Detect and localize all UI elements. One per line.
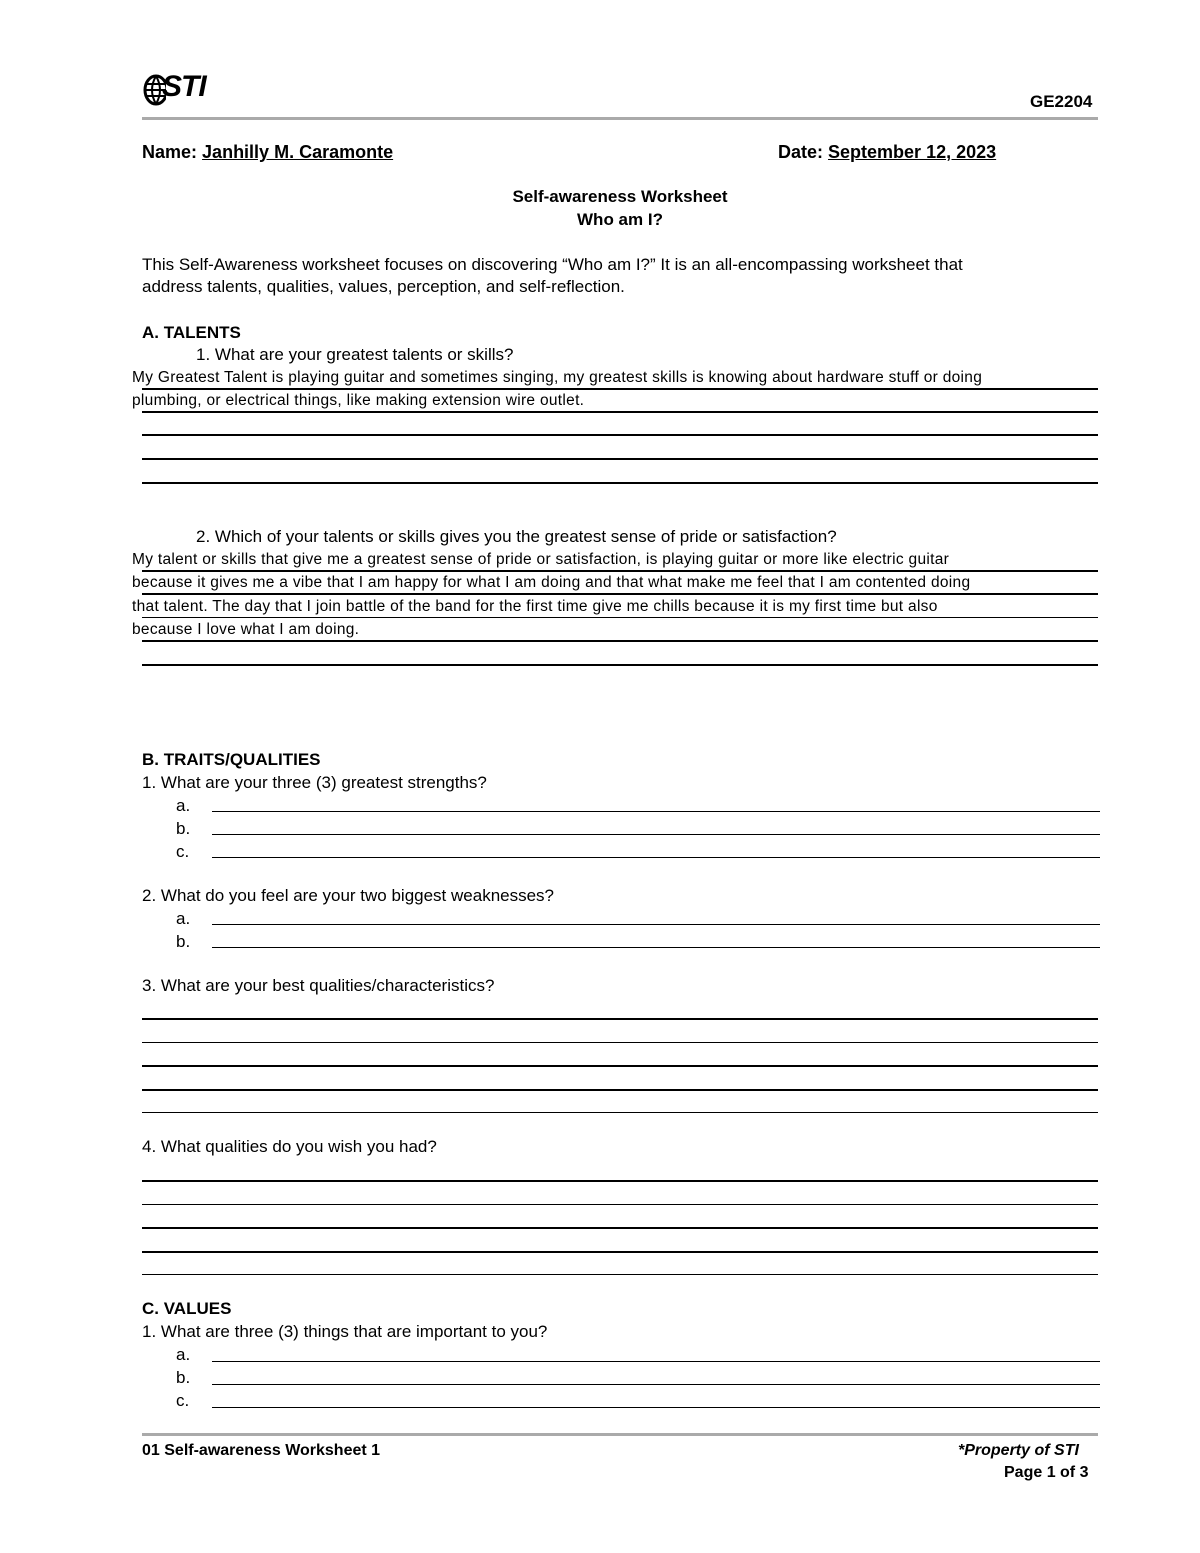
answer-line <box>212 857 1100 858</box>
section-b-q2: 2. What do you feel are your two biggest weaknesses? <box>142 886 555 905</box>
answer-a2-line3: that talent. The day that I join battle of the band for the first time give me chills because it is my first time but also <box>132 598 938 615</box>
option-label: b. <box>176 1368 191 1387</box>
footer-title: 01 Self-awareness Worksheet 1 <box>142 1442 381 1459</box>
answer-line <box>212 947 1100 948</box>
section-a-q1: 1. What are your greatest talents or skills? <box>196 345 514 364</box>
answer-line <box>142 1065 1098 1067</box>
footer-property: *Property of STI <box>958 1442 1079 1459</box>
option-label: a. <box>176 909 191 928</box>
answer-line <box>142 1042 1098 1043</box>
answer-line <box>142 1274 1098 1275</box>
option-label: a. <box>176 1345 191 1364</box>
answer-line <box>212 924 1100 925</box>
section-a-heading: A. TALENTS <box>142 323 241 342</box>
header-rule <box>142 117 1098 120</box>
answer-line <box>212 1407 1100 1408</box>
answer-line <box>142 640 1098 642</box>
answer-line <box>142 1251 1098 1253</box>
date-row <box>778 142 996 163</box>
section-b-q3: 3. What are your best qualities/characteristics? <box>142 976 495 995</box>
answer-line <box>212 1384 1100 1385</box>
date-value: September 12, 2023 <box>828 142 997 162</box>
intro-line-1: This Self-Awareness worksheet focuses on discovering “Who am I?” It is an all-encompassing worksheet that <box>142 255 963 274</box>
answer-line <box>212 811 1100 812</box>
answer-a1-line1: My Greatest Talent is playing guitar and sometimes singing, my greatest skills is knowing about hardware stuff or doing <box>132 369 983 386</box>
option-label: a. <box>176 796 191 815</box>
logo-text: STI <box>162 70 206 103</box>
answer-line <box>142 1227 1098 1229</box>
section-c-heading: C. VALUES <box>142 1299 232 1318</box>
answer-line <box>142 1018 1098 1020</box>
option-label: c. <box>176 842 190 861</box>
date-label: Date: <box>778 142 824 162</box>
answer-a2-line1: My talent or skills that give me a greatest sense of pride or satisfaction, is playing guitar or more like electric guitar <box>132 551 950 568</box>
answer-line <box>142 1204 1098 1205</box>
intro-paragraph <box>142 254 1102 298</box>
name-label: Name: <box>142 142 198 162</box>
answer-line <box>142 1112 1098 1113</box>
footer-page-number: Page 1 of 3 <box>1004 1464 1089 1481</box>
answer-a2-line2: because it gives me a vibe that I am happy for what I am doing and that what make me feel that I am contented doing <box>132 574 971 591</box>
answer-line <box>142 388 1098 390</box>
answer-line <box>142 1089 1098 1091</box>
option-label: b. <box>176 932 191 951</box>
answer-line <box>142 434 1098 436</box>
answer-line <box>142 411 1098 413</box>
answer-a1-line2: plumbing, or electrical things, like making extension wire outlet. <box>132 392 585 409</box>
answer-line <box>142 664 1098 666</box>
answer-line <box>142 593 1098 595</box>
section-b-q4: 4. What qualities do you wish you had? <box>142 1137 437 1156</box>
name-row <box>142 142 393 163</box>
section-b-q1: 1. What are your three (3) greatest strengths? <box>142 773 487 792</box>
section-a-q2: 2. Which of your talents or skills gives you the greatest sense of pride or satisfaction? <box>196 527 837 546</box>
course-code: GE2204 <box>1030 92 1093 111</box>
answer-line <box>142 1180 1098 1182</box>
answer-line <box>212 834 1100 835</box>
sti-logo <box>142 68 222 108</box>
option-label: b. <box>176 819 191 838</box>
answer-line <box>142 458 1098 460</box>
answer-line <box>142 570 1098 572</box>
section-b-heading: B. TRAITS/QUALITIES <box>142 750 321 769</box>
worksheet-subtitle: Who am I? <box>577 210 663 229</box>
answer-line <box>142 617 1098 618</box>
answer-a2-line4: because I love what I am doing. <box>132 621 360 638</box>
intro-line-2: address talents, qualities, values, perception, and self-reflection. <box>142 277 625 296</box>
worksheet-title: Self-awareness Worksheet <box>512 187 728 206</box>
footer-rule <box>142 1433 1098 1436</box>
answer-line <box>142 482 1098 484</box>
section-c-q1: 1. What are three (3) things that are important to you? <box>142 1322 548 1341</box>
name-value: Janhilly M. Caramonte <box>202 142 394 162</box>
answer-line <box>212 1361 1100 1362</box>
option-label: c. <box>176 1391 190 1410</box>
